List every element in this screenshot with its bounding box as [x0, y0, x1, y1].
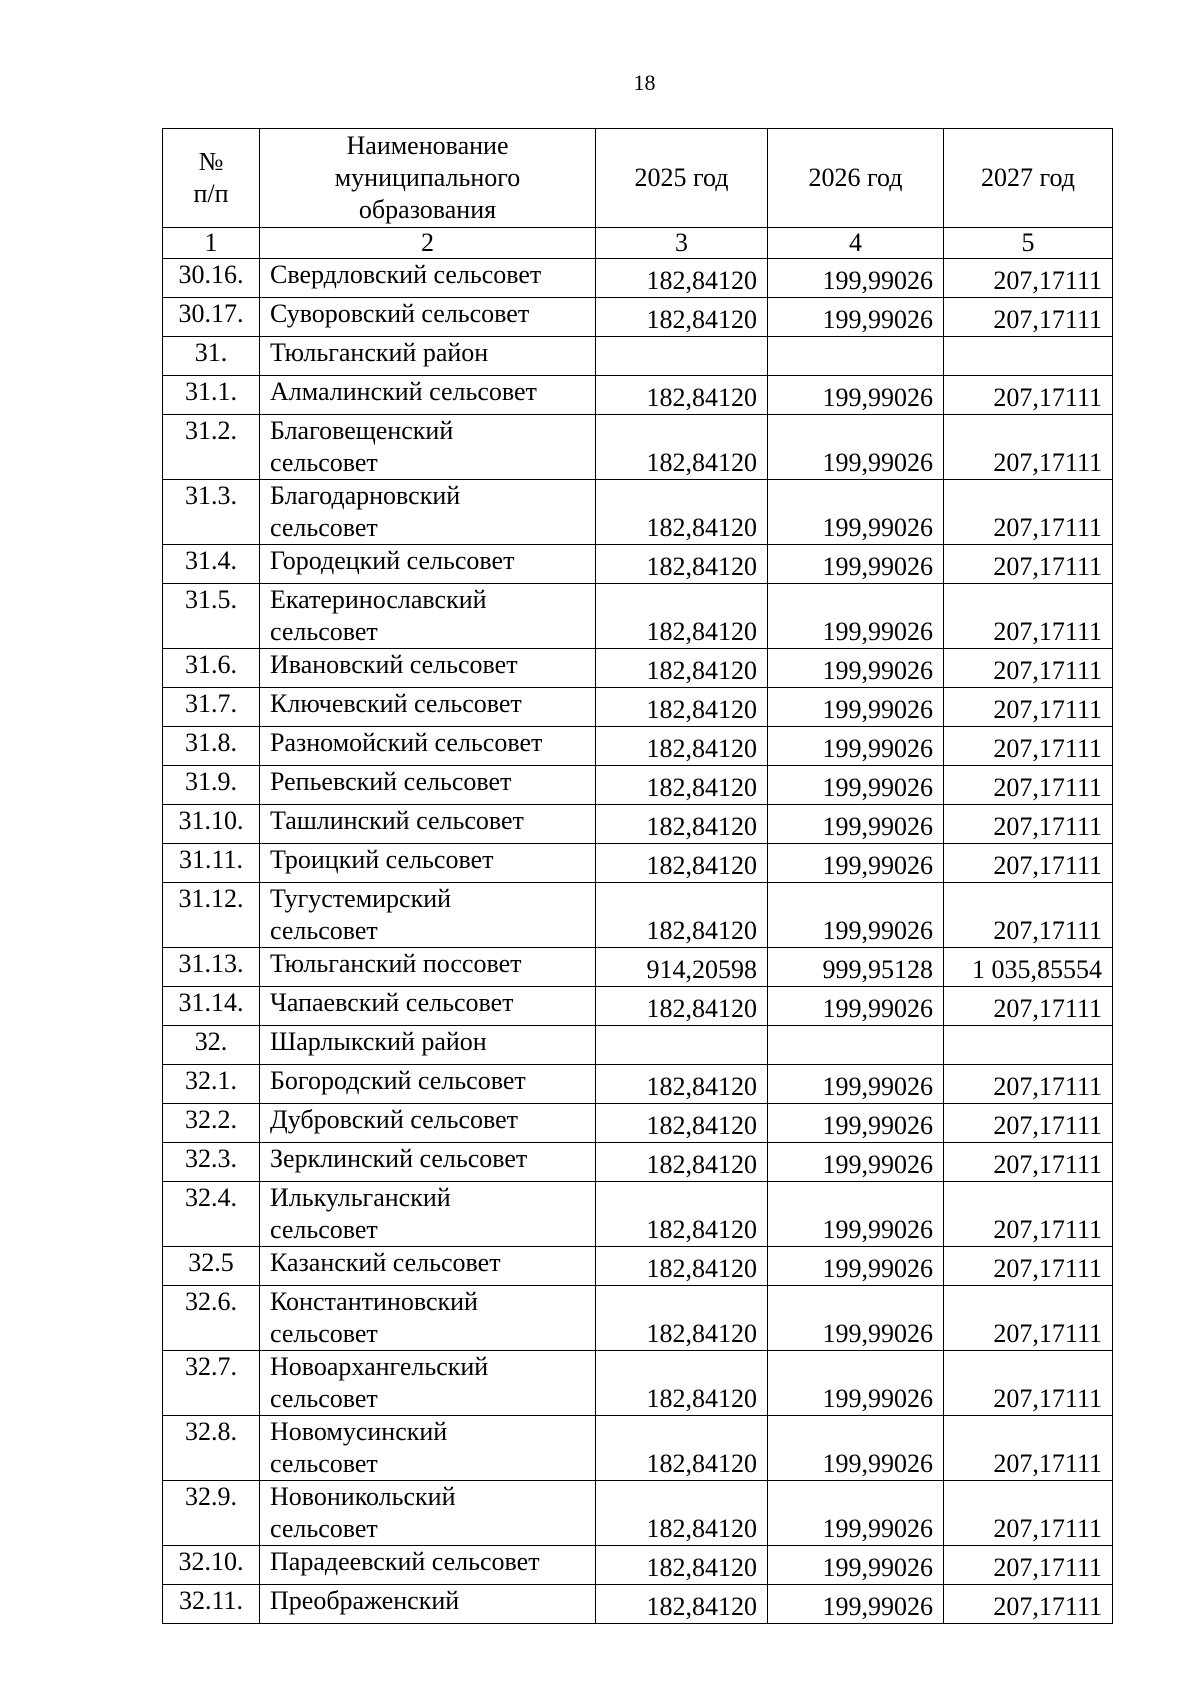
value-2027-cell	[944, 1026, 1113, 1065]
row-name-cell: Благовещенский сельсовет	[260, 415, 596, 480]
row-number-cell: 32.4.	[163, 1182, 260, 1247]
value-2026-cell: 199,99026	[768, 1351, 944, 1416]
value-2026-cell: 199,99026	[768, 649, 944, 688]
row-name-cell: Тюльганский район	[260, 337, 596, 376]
row-name-cell: Илькульганский сельсовет	[260, 1182, 596, 1247]
row-name-cell: Благодарновский сельсовет	[260, 480, 596, 545]
value-2026-cell: 199,99026	[768, 805, 944, 844]
row-number-cell: 30.16.	[163, 259, 260, 298]
table-row	[163, 1286, 1113, 1351]
value-2027-cell: 207,17111	[944, 480, 1113, 545]
value-2025-cell: 182,84120	[596, 1143, 768, 1182]
value-2025-cell: 182,84120	[596, 1104, 768, 1143]
row-number-cell: 32.3.	[163, 1143, 260, 1182]
value-2025-cell	[596, 337, 768, 376]
table-row	[163, 1351, 1113, 1416]
row-number-cell: 31.11.	[163, 844, 260, 883]
value-2025-cell: 182,84120	[596, 1065, 768, 1104]
row-number-cell: 31.12.	[163, 883, 260, 948]
value-2025-cell: 182,84120	[596, 1481, 768, 1546]
value-2025-cell: 182,84120	[596, 987, 768, 1026]
row-number-cell: 32.7.	[163, 1351, 260, 1416]
value-2025-cell: 182,84120	[596, 727, 768, 766]
column-number: 2	[260, 228, 596, 259]
row-name-cell: Суворовский сельсовет	[260, 298, 596, 337]
row-number-cell: 31.13.	[163, 948, 260, 987]
row-number-cell: 31.5.	[163, 584, 260, 649]
table-row	[163, 1247, 1113, 1286]
value-2026-cell: 199,99026	[768, 298, 944, 337]
row-name-cell: Репьевский сельсовет	[260, 766, 596, 805]
table-row	[163, 1585, 1113, 1624]
value-2027-cell: 207,17111	[944, 1143, 1113, 1182]
value-2027-cell: 207,17111	[944, 883, 1113, 948]
table-row	[163, 337, 1113, 376]
row-number-cell: 31.3.	[163, 480, 260, 545]
row-number-cell: 32.11.	[163, 1585, 260, 1624]
value-2025-cell: 182,84120	[596, 1182, 768, 1247]
value-2027-cell: 207,17111	[944, 1065, 1113, 1104]
value-2027-cell: 207,17111	[944, 259, 1113, 298]
value-2027-cell: 207,17111	[944, 376, 1113, 415]
value-2027-cell: 207,17111	[944, 688, 1113, 727]
value-2027-cell: 207,17111	[944, 1481, 1113, 1546]
value-2025-cell: 182,84120	[596, 545, 768, 584]
value-2027-cell: 207,17111	[944, 727, 1113, 766]
row-name-cell: Разномойский сельсовет	[260, 727, 596, 766]
row-name-cell: Дубровский сельсовет	[260, 1104, 596, 1143]
value-2027-cell: 207,17111	[944, 1182, 1113, 1247]
value-2026-cell	[768, 1026, 944, 1065]
value-2026-cell: 199,99026	[768, 1143, 944, 1182]
header-2026: 2026 год	[768, 129, 944, 228]
value-2026-cell: 199,99026	[768, 688, 944, 727]
row-number-cell: 31.9.	[163, 766, 260, 805]
row-name-cell: Казанский сельсовет	[260, 1247, 596, 1286]
row-name-cell: Новоникольский сельсовет	[260, 1481, 596, 1546]
value-2025-cell: 182,84120	[596, 649, 768, 688]
row-number-cell: 32.6.	[163, 1286, 260, 1351]
value-2026-cell: 199,99026	[768, 1247, 944, 1286]
header-name: Наименование муниципального образования	[260, 129, 596, 228]
header-number: № п/п	[163, 129, 260, 228]
table-row	[163, 844, 1113, 883]
row-name-cell: Троицкий сельсовет	[260, 844, 596, 883]
budget-table	[162, 128, 1113, 1624]
column-number: 1	[163, 228, 260, 259]
value-2025-cell: 182,84120	[596, 844, 768, 883]
table-row	[163, 1026, 1113, 1065]
table-row	[163, 376, 1113, 415]
row-number-cell: 31.7.	[163, 688, 260, 727]
value-2026-cell	[768, 337, 944, 376]
row-name-cell: Шарлыкский район	[260, 1026, 596, 1065]
value-2026-cell: 199,99026	[768, 1065, 944, 1104]
table-row	[163, 480, 1113, 545]
row-number-cell: 31.14.	[163, 987, 260, 1026]
value-2025-cell: 182,84120	[596, 298, 768, 337]
value-2027-cell: 207,17111	[944, 298, 1113, 337]
table-row	[163, 545, 1113, 584]
table-row	[163, 1481, 1113, 1546]
table-row	[163, 766, 1113, 805]
table-row	[163, 883, 1113, 948]
value-2027-cell: 207,17111	[944, 987, 1113, 1026]
row-name-cell: Ташлинский сельсовет	[260, 805, 596, 844]
value-2027-cell: 207,17111	[944, 584, 1113, 649]
row-name-cell: Чапаевский сельсовет	[260, 987, 596, 1026]
value-2026-cell: 199,99026	[768, 1481, 944, 1546]
value-2027-cell: 207,17111	[944, 805, 1113, 844]
value-2025-cell: 182,84120	[596, 1351, 768, 1416]
column-number-row	[163, 228, 1113, 259]
row-number-cell: 32.2.	[163, 1104, 260, 1143]
value-2027-cell: 207,17111	[944, 766, 1113, 805]
column-number: 3	[596, 228, 768, 259]
value-2027-cell: 207,17111	[944, 1585, 1113, 1624]
row-name-cell: Ивановский сельсовет	[260, 649, 596, 688]
row-name-cell: Екатеринославский сельсовет	[260, 584, 596, 649]
row-name-cell: Зерклинский сельсовет	[260, 1143, 596, 1182]
value-2026-cell: 199,99026	[768, 1585, 944, 1624]
table-row	[163, 649, 1113, 688]
table-row	[163, 987, 1113, 1026]
value-2026-cell: 199,99026	[768, 766, 944, 805]
value-2027-cell: 1 035,85554	[944, 948, 1113, 987]
row-number-cell: 32.	[163, 1026, 260, 1065]
value-2026-cell: 199,99026	[768, 415, 944, 480]
table-row	[163, 1416, 1113, 1481]
value-2025-cell: 182,84120	[596, 415, 768, 480]
value-2025-cell: 182,84120	[596, 1546, 768, 1585]
value-2027-cell: 207,17111	[944, 1104, 1113, 1143]
value-2025-cell: 182,84120	[596, 376, 768, 415]
value-2027-cell: 207,17111	[944, 649, 1113, 688]
value-2025-cell: 182,84120	[596, 1286, 768, 1351]
row-number-cell: 32.10.	[163, 1546, 260, 1585]
value-2025-cell: 182,84120	[596, 584, 768, 649]
value-2026-cell: 199,99026	[768, 1546, 944, 1585]
table-row	[163, 948, 1113, 987]
table-row	[163, 1546, 1113, 1585]
table-row	[163, 1143, 1113, 1182]
value-2026-cell: 199,99026	[768, 376, 944, 415]
value-2025-cell: 182,84120	[596, 688, 768, 727]
row-number-cell: 32.9.	[163, 1481, 260, 1546]
row-number-cell: 32.5	[163, 1247, 260, 1286]
value-2026-cell: 999,95128	[768, 948, 944, 987]
value-2025-cell: 182,84120	[596, 480, 768, 545]
value-2026-cell: 199,99026	[768, 1286, 944, 1351]
header-2027: 2027 год	[944, 129, 1113, 228]
row-name-cell: Новомусинский сельсовет	[260, 1416, 596, 1481]
value-2027-cell: 207,17111	[944, 545, 1113, 584]
value-2026-cell: 199,99026	[768, 844, 944, 883]
value-2027-cell: 207,17111	[944, 1546, 1113, 1585]
row-number-cell: 31.10.	[163, 805, 260, 844]
value-2025-cell: 182,84120	[596, 883, 768, 948]
row-number-cell: 31.2.	[163, 415, 260, 480]
value-2027-cell: 207,17111	[944, 1286, 1113, 1351]
value-2026-cell: 199,99026	[768, 259, 944, 298]
table-row	[163, 1182, 1113, 1247]
row-number-cell: 30.17.	[163, 298, 260, 337]
value-2025-cell: 182,84120	[596, 805, 768, 844]
table-body	[163, 259, 1113, 1624]
row-name-cell: Тюльганский поссовет	[260, 948, 596, 987]
column-number: 5	[944, 228, 1113, 259]
row-name-cell: Алмалинский сельсовет	[260, 376, 596, 415]
value-2025-cell: 182,84120	[596, 1416, 768, 1481]
row-number-cell: 31.4.	[163, 545, 260, 584]
row-name-cell: Преображенский	[260, 1585, 596, 1624]
value-2027-cell: 207,17111	[944, 1247, 1113, 1286]
row-number-cell: 31.	[163, 337, 260, 376]
row-number-cell: 32.8.	[163, 1416, 260, 1481]
value-2026-cell: 199,99026	[768, 1182, 944, 1247]
value-2027-cell: 207,17111	[944, 1351, 1113, 1416]
table-row	[163, 727, 1113, 766]
table-row	[163, 584, 1113, 649]
value-2026-cell: 199,99026	[768, 1416, 944, 1481]
value-2025-cell: 182,84120	[596, 259, 768, 298]
table-row	[163, 688, 1113, 727]
value-2026-cell: 199,99026	[768, 545, 944, 584]
row-name-cell: Ключевский сельсовет	[260, 688, 596, 727]
column-number: 4	[768, 228, 944, 259]
value-2025-cell: 914,20598	[596, 948, 768, 987]
value-2026-cell: 199,99026	[768, 987, 944, 1026]
row-name-cell: Свердловский сельсовет	[260, 259, 596, 298]
value-2027-cell	[944, 337, 1113, 376]
value-2025-cell: 182,84120	[596, 1247, 768, 1286]
table-row	[163, 415, 1113, 480]
row-name-cell: Тугустемирский сельсовет	[260, 883, 596, 948]
value-2026-cell: 199,99026	[768, 480, 944, 545]
value-2026-cell: 199,99026	[768, 584, 944, 649]
header-2025: 2025 год	[596, 129, 768, 228]
value-2027-cell: 207,17111	[944, 844, 1113, 883]
value-2025-cell: 182,84120	[596, 766, 768, 805]
row-name-cell: Богородский сельсовет	[260, 1065, 596, 1104]
table-row	[163, 805, 1113, 844]
row-name-cell: Парадеевский сельсовет	[260, 1546, 596, 1585]
value-2026-cell: 199,99026	[768, 727, 944, 766]
row-name-cell: Городецкий сельсовет	[260, 545, 596, 584]
row-number-cell: 31.8.	[163, 727, 260, 766]
value-2025-cell	[596, 1026, 768, 1065]
table-row	[163, 259, 1113, 298]
value-2025-cell: 182,84120	[596, 1585, 768, 1624]
row-name-cell: Константиновский сельсовет	[260, 1286, 596, 1351]
value-2026-cell: 199,99026	[768, 1104, 944, 1143]
row-number-cell: 32.1.	[163, 1065, 260, 1104]
row-name-cell: Новоархангельский сельсовет	[260, 1351, 596, 1416]
row-number-cell: 31.1.	[163, 376, 260, 415]
page-number: 18	[633, 70, 656, 95]
value-2026-cell: 199,99026	[768, 883, 944, 948]
table-header-row	[163, 129, 1113, 228]
value-2027-cell: 207,17111	[944, 1416, 1113, 1481]
table-row	[163, 1104, 1113, 1143]
table-row	[163, 298, 1113, 337]
value-2027-cell: 207,17111	[944, 415, 1113, 480]
table-row	[163, 1065, 1113, 1104]
row-number-cell: 31.6.	[163, 649, 260, 688]
